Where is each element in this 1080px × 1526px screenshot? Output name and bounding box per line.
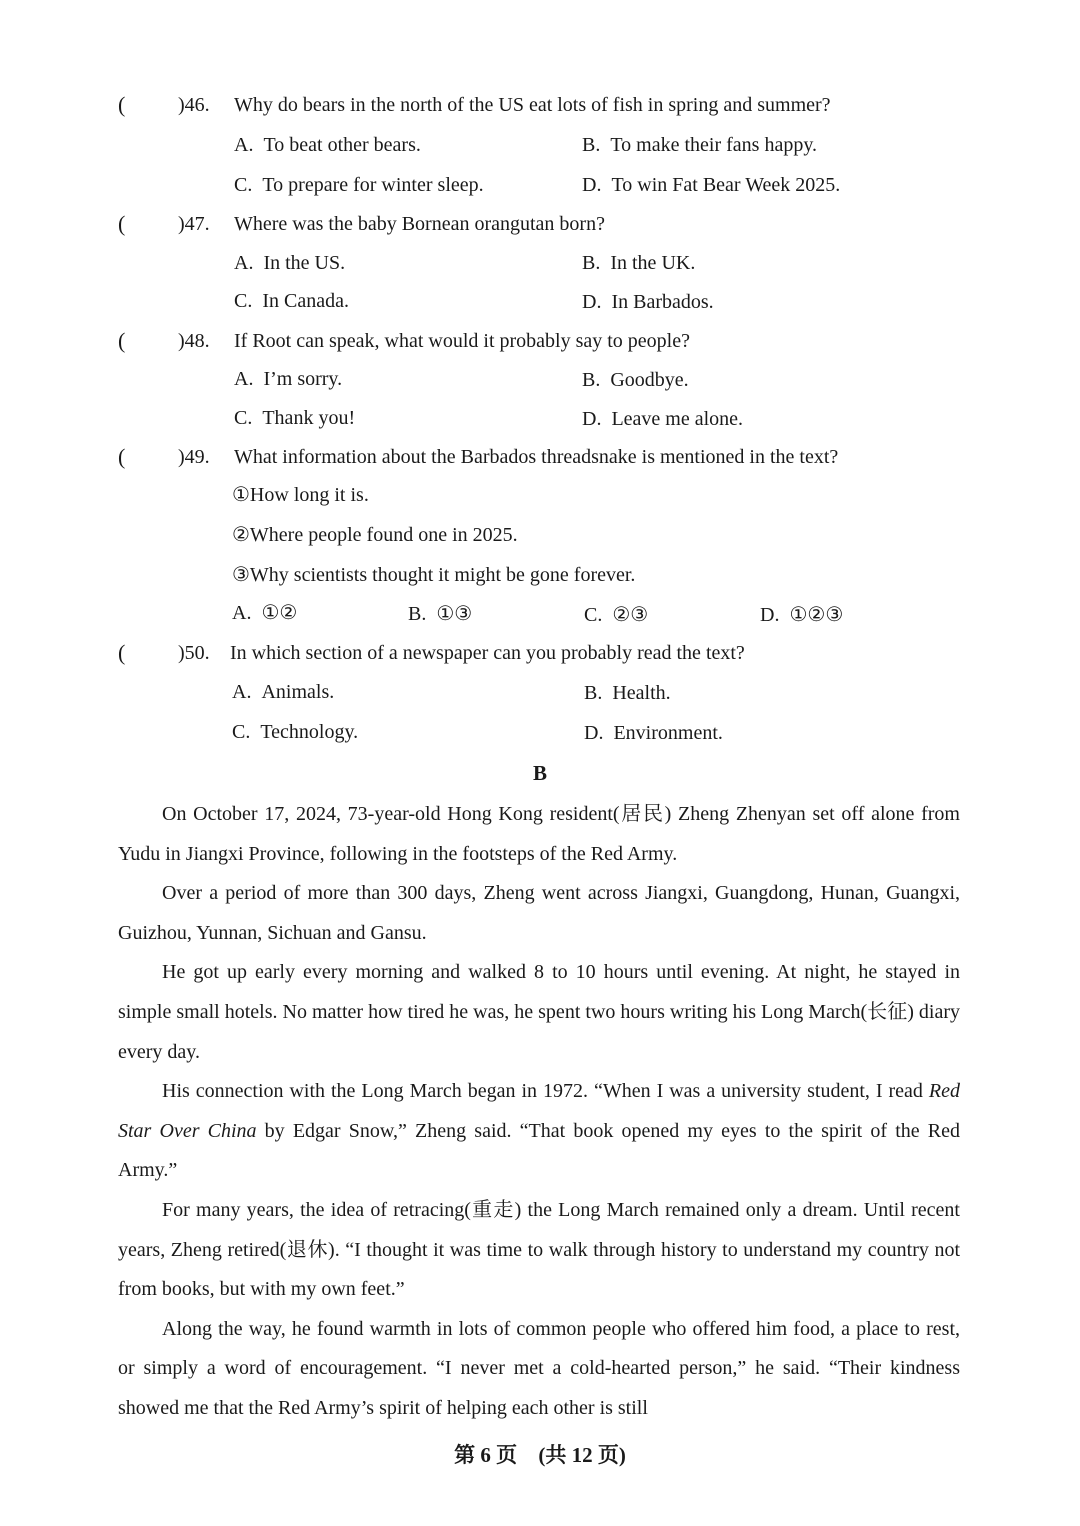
option-text: In the US.	[263, 252, 346, 274]
option-b[interactable]	[582, 365, 689, 395]
paragraph-text: His connection with the Long March began in 1972. “When I was a university student, I read	[162, 1080, 929, 1103]
option-text: Goodbye.	[610, 369, 689, 391]
question-text: If Root can speak, what would it probably say to people?	[234, 330, 690, 352]
option-text: Thank you!	[262, 407, 356, 429]
option-label: B.	[582, 369, 601, 391]
page-footer	[0, 1440, 1080, 1470]
book-title: Red Star Over China	[118, 1080, 960, 1142]
option-label: D.	[582, 291, 602, 313]
option-label: C.	[232, 721, 251, 743]
option-b[interactable]	[582, 130, 817, 160]
passage-paragraph-3: He got up early every morning and walked 8 to 10 hours until evening. At night, he stayed in simple small hotels. No matter how tired he was, he spent two hours writing his Long March(长征) diary every day.	[118, 961, 960, 1063]
passage-paragraph-1: On October 17, 2024, 73-year-old Hong Kong resident(居民) Zheng Zhenyan set off alone from Yudu in Jiangxi Province, following in the footsteps of the Red Army.	[118, 803, 960, 865]
answer-blank[interactable]: (	[118, 444, 126, 469]
option-c[interactable]	[234, 170, 484, 200]
option-label: C.	[234, 407, 253, 429]
option-label: A.	[234, 368, 254, 390]
answer-blank[interactable]: (	[118, 211, 126, 236]
option-a[interactable]	[232, 677, 334, 707]
option-c[interactable]	[584, 600, 648, 630]
info-item-2: ②Where people found one in 2025.	[232, 524, 518, 546]
question-49	[118, 442, 968, 482]
question-number: )50.	[178, 642, 210, 664]
page-number: 第 6 页	[454, 1443, 518, 1467]
passage-paragraph-6: Along the way, he found warmth in lots of common people who offered him food, a place to rest, or simply a word of encouragement. “I never met a cold-hearted person,” he said. “Their kindness showed me that the Red Army’s spirit of helping each other is still	[118, 1317, 960, 1419]
option-b[interactable]	[582, 248, 695, 278]
option-text: ①②③	[789, 604, 844, 626]
info-item-1: ①How long it is.	[232, 484, 369, 506]
option-text: In Canada.	[262, 290, 349, 312]
option-text: In the UK.	[610, 252, 696, 274]
option-label: B.	[582, 252, 601, 274]
passage-paragraph-4	[118, 1072, 960, 1191]
option-a[interactable]	[234, 248, 345, 278]
question-text: What information about the Barbados threadsnake is mentioned in the text?	[234, 446, 839, 468]
option-text: To win Fat Bear Week 2025.	[611, 174, 841, 196]
option-label: A.	[232, 602, 252, 624]
option-label: A.	[234, 134, 254, 156]
answer-blank[interactable]: (	[118, 640, 126, 665]
option-label: A.	[234, 252, 254, 274]
option-text: Health.	[612, 682, 671, 704]
option-a[interactable]	[232, 598, 297, 628]
option-text: In Barbados.	[611, 291, 714, 313]
option-label: C.	[234, 290, 253, 312]
question-number: )49.	[178, 446, 210, 468]
question-48	[118, 326, 968, 366]
option-d[interactable]	[760, 600, 843, 630]
answer-blank[interactable]: (	[118, 92, 126, 117]
option-text: Animals.	[261, 681, 335, 703]
option-d[interactable]	[582, 170, 840, 200]
option-label: B.	[408, 603, 427, 625]
option-text: To prepare for winter sleep.	[262, 174, 484, 196]
option-d[interactable]	[582, 404, 743, 434]
option-label: D.	[760, 604, 780, 626]
option-label: D.	[582, 174, 602, 196]
question-47	[118, 209, 968, 249]
option-text: Leave me alone.	[611, 408, 744, 430]
question-text: Why do bears in the north of the US eat lots of fish in spring and summer?	[234, 94, 831, 116]
section-title: B	[532, 761, 547, 785]
option-label: B.	[584, 682, 603, 704]
option-text: To make their fans happy.	[610, 134, 818, 156]
info-item-3: ③Why scientists thought it might be gone forever.	[232, 564, 636, 586]
paragraph-text: by Edgar Snow,” Zheng said. “That book opened my eyes to the spirit of the Red Army.”	[118, 1119, 961, 1182]
question-50	[118, 638, 968, 678]
option-a[interactable]	[234, 364, 342, 394]
question-46	[118, 90, 968, 130]
option-c[interactable]	[232, 717, 358, 747]
option-label: D.	[582, 408, 602, 430]
option-text: Technology.	[260, 721, 359, 743]
option-d[interactable]	[584, 718, 723, 748]
option-text: I’m sorry.	[263, 368, 343, 390]
question-number: )47.	[178, 213, 210, 235]
option-text: Environment.	[613, 722, 723, 744]
passage-paragraph-5: For many years, the idea of retracing(重走) the Long March remained only a dream. Until recent years, Zheng retired(退休). “I thought it was time to walk through history to understand my country not from books, but with my own feet.”	[118, 1198, 960, 1301]
option-text: ①②	[261, 602, 298, 624]
page-total: (共 12 页)	[538, 1443, 626, 1467]
option-c[interactable]	[234, 286, 349, 316]
option-a[interactable]	[234, 130, 421, 160]
question-text: Where was the baby Bornean orangutan born?	[234, 213, 605, 235]
option-text: ②③	[612, 604, 649, 626]
option-label: C.	[234, 174, 253, 196]
option-c[interactable]	[234, 403, 355, 433]
option-label: B.	[582, 134, 601, 156]
option-label: A.	[232, 681, 252, 703]
reading-passage	[118, 795, 960, 1429]
question-number: )46.	[178, 94, 210, 116]
question-text: In which section of a newspaper can you probably read the text?	[230, 642, 745, 664]
passage-paragraph-2: Over a period of more than 300 days, Zheng went across Jiangxi, Guangdong, Hunan, Guangxi, Guizhou, Yunnan, Sichuan and Gansu.	[118, 882, 960, 944]
option-label: C.	[584, 604, 603, 626]
option-d[interactable]	[582, 287, 714, 317]
option-text: To beat other bears.	[263, 134, 421, 156]
question-number: )48.	[178, 330, 210, 352]
option-label: D.	[584, 722, 604, 744]
option-text: ①③	[436, 603, 473, 625]
option-b[interactable]	[584, 678, 671, 708]
option-b[interactable]	[408, 599, 472, 629]
answer-blank[interactable]: (	[118, 328, 126, 353]
